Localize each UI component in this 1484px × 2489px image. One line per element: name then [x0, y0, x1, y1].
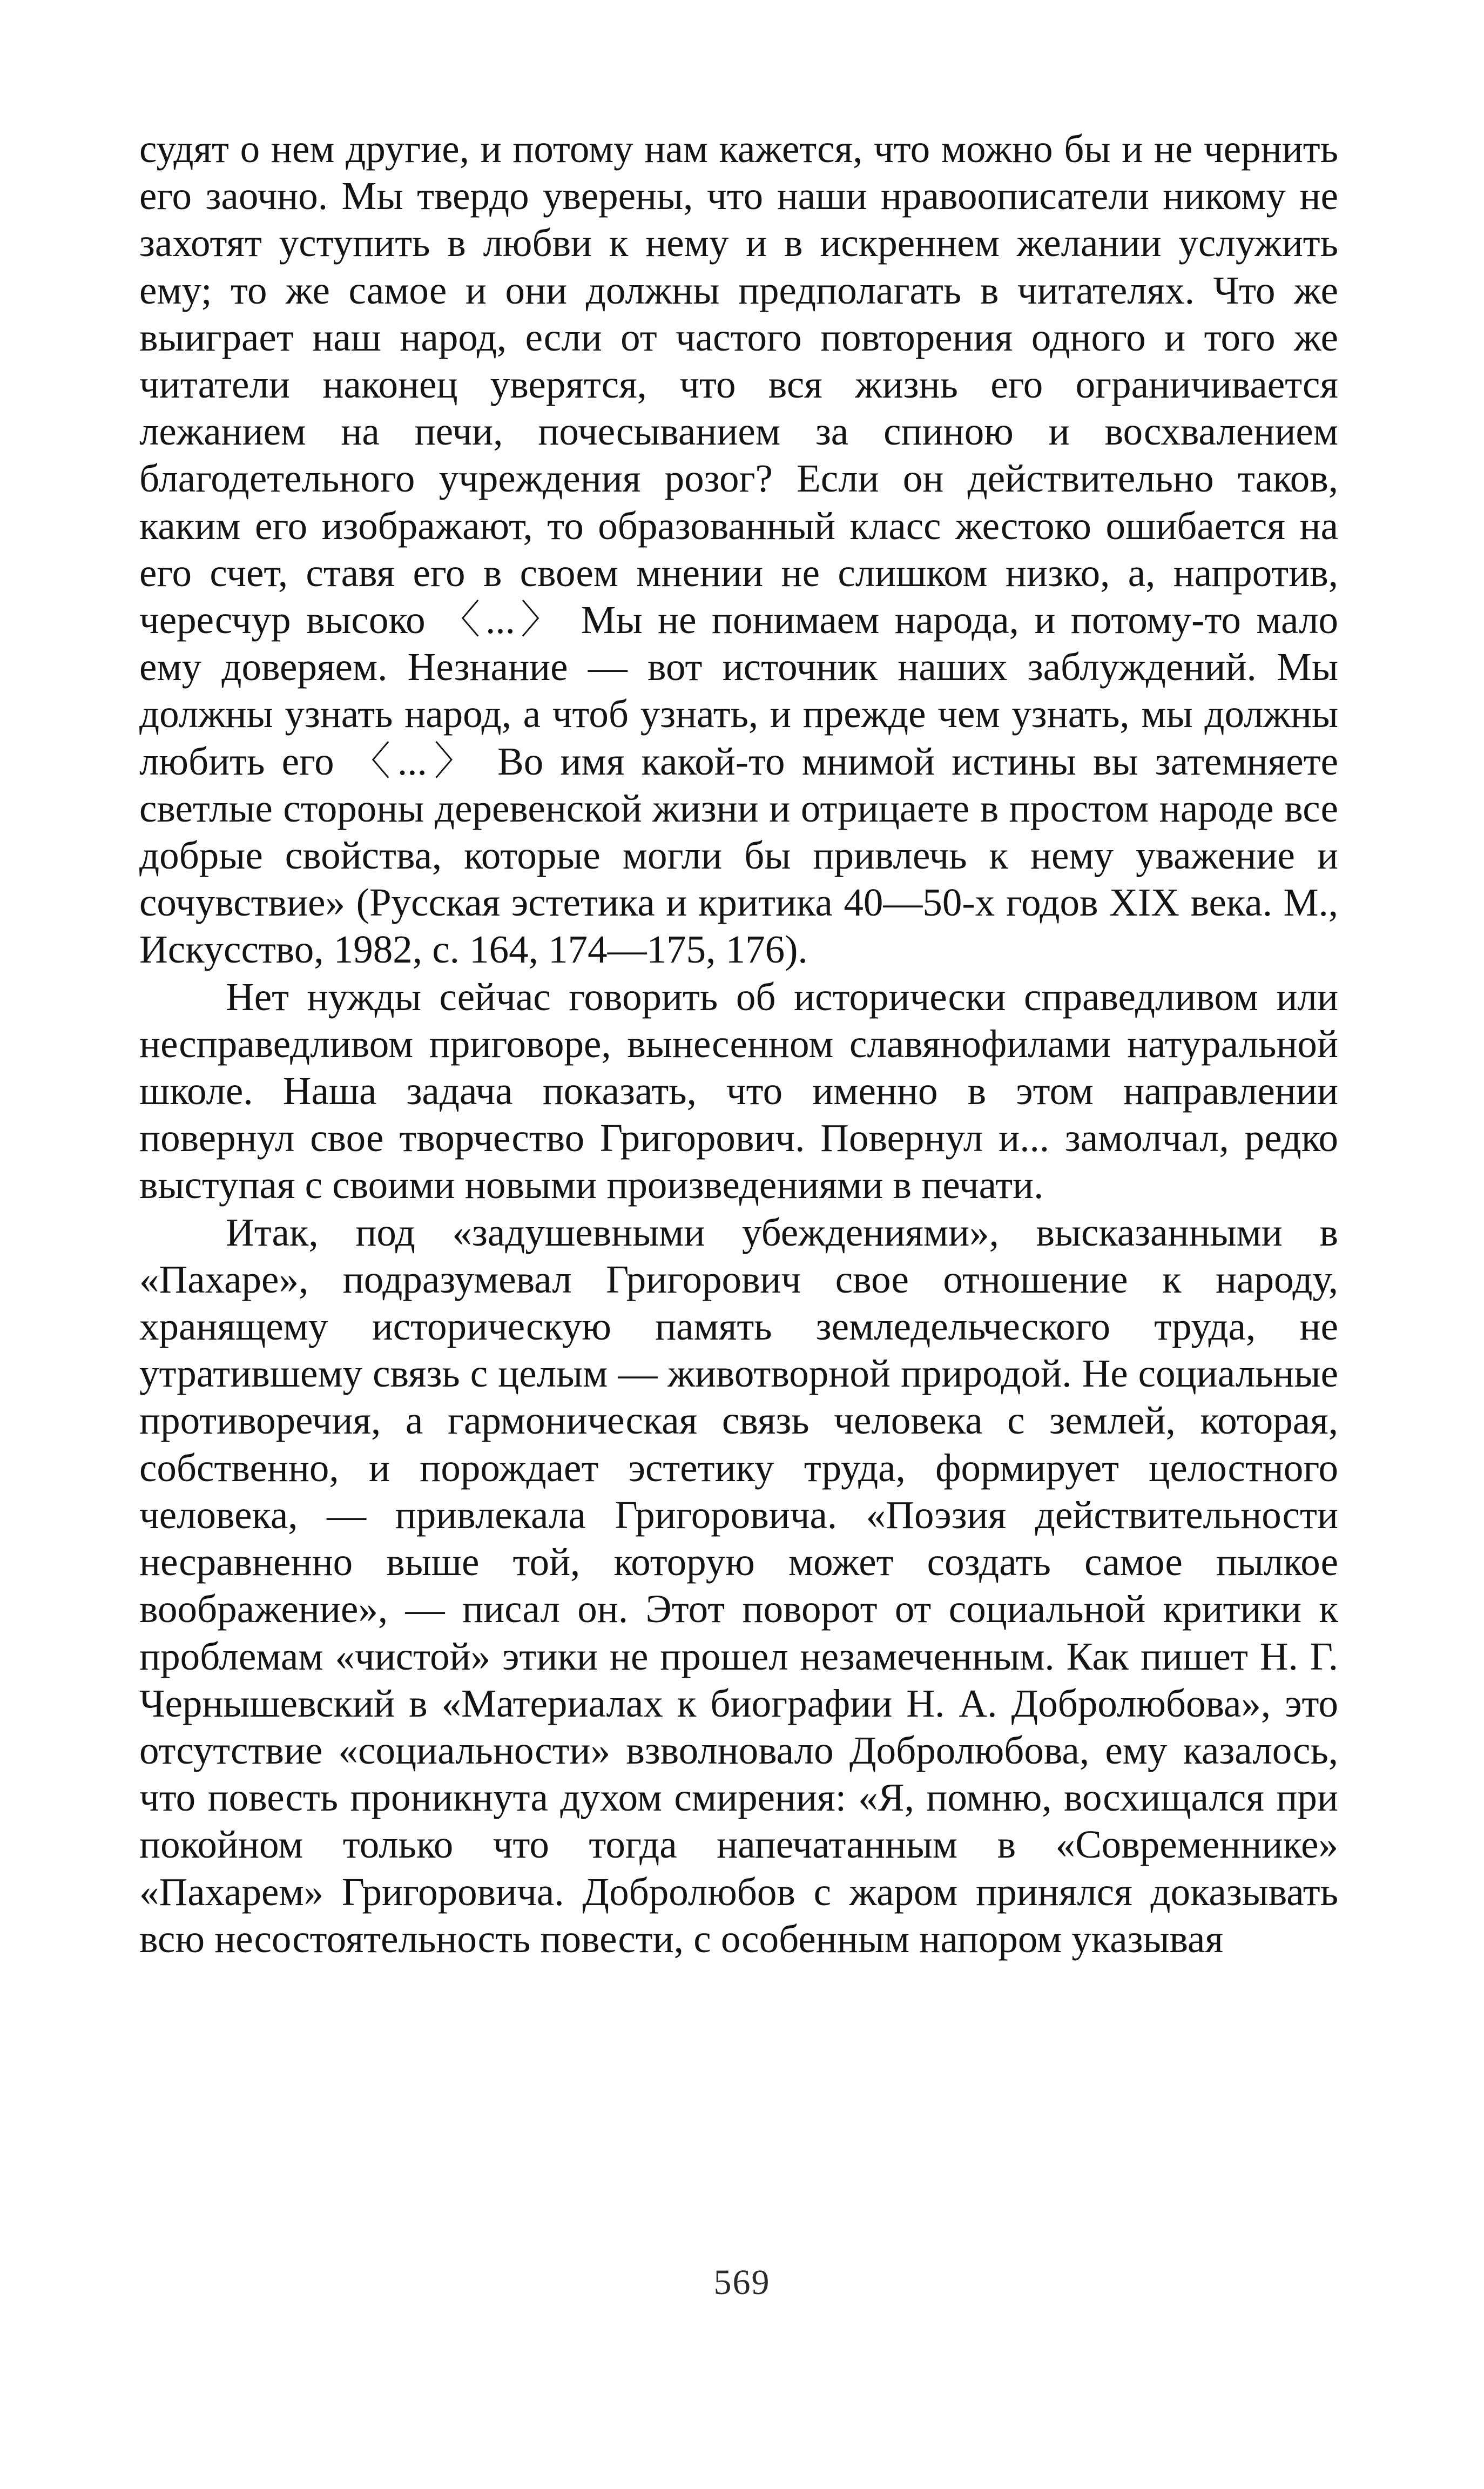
page-number: 569: [713, 2263, 771, 2302]
paragraph-3: Итак, под «задушевными убеждениями», высказанными в «Пахаре», подразумевал Григорович свое отношение к народу, хранящему историческую память земледельческого труда, не утратившему связь с целым — животворной природой. Не социальные противоречия, а гармоническая связь человека с землей, которая, собственно, и порождает эстетику труда, формирует целостного человека, — привлекала Григоровича. «Поэзия действительности несравненно выше той, которую может создать самое пылкое воображение», — писал он. Этот поворот от социальной критики к проблемам «чистой» этики не прошел незамеченным. Как пишет Н. Г. Чернышевский в «Материалах к биографии Н. А. Добролюбова», это отсутствие «социальности» взволновало Добролюбова, ему казалось, что повесть проникнута духом смирения: «Я, помню, восхищался при покойном только что тогда напечатанным в «Современнике» «Пахарем» Григоровича. Добролюбов с жаром принялся доказывать всю несостоятельность повести, с особенным напором указывая: [139, 1210, 1338, 1961]
paragraph-2: Нет нужды сейчас говорить об исторически справедливом или несправедливом приговоре, вынесенном славянофилами натуральной школе. Наша задача показать, что именно в этом направлении повернул свое творчество Григорович. Повернул и... замолчал, редко выступая с своими новыми произведениями в печати.: [139, 974, 1338, 1207]
paragraph-1: судят о нем другие, и потому нам кажется, что можно бы и не чернить его заочно. Мы твердо уверены, что наши нравоописатели никому не захотят уступить в любви к нему и в искреннем желании услужить ему; то же самое и они должны предполагать в читателях. Что же выиграет наш народ, если от частого повторения одного и того же читатели наконец уверятся, что вся жизнь его ограничивается лежанием на печи, почесыванием за спиною и восхвалением благодетельного учреждения розог? Если он действительно таков, каким его изображают, то образованный класс жестоко ошибается на его счет, ставя его в своем мнении не слишком низко, а, напротив, чересчур высоко 〈...〉 Мы не понимаем народа, и потому-то мало ему доверяем. Незнание — вот источник наших заблуждений. Мы должны узнать народ, а чтоб узнать, и прежде чем узнать, мы должны любить его 〈...〉 Во имя какой-то мнимой истины вы затемняете светлые стороны деревенской жизни и отрицаете в простом народе все добрые свойства, которые могли бы привлечь к нему уважение и сочувствие» (Русская эстетика и критика 40—50-х годов XIX века. М., Искусство, 1982, с. 164, 174—175, 176).: [139, 127, 1338, 972]
body-text: [139, 125, 1338, 1962]
